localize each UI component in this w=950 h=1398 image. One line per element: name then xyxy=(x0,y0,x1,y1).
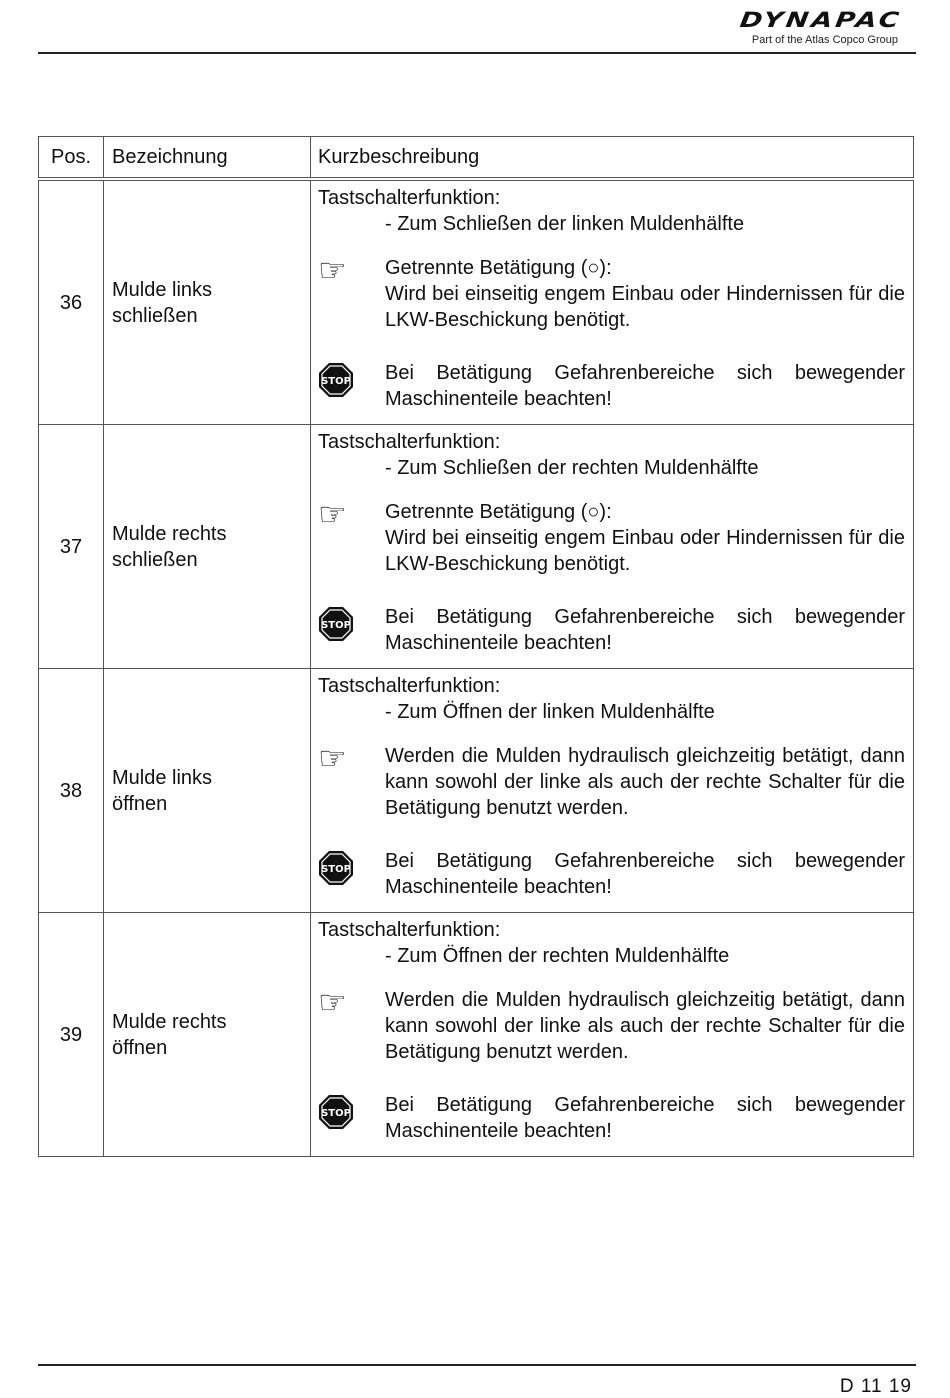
warning-text: Bei Betätigung Gefahrenbereiche sich bewegender Maschinenteile beachten! xyxy=(385,362,905,410)
stop-sign-icon xyxy=(318,606,354,642)
function-item: - Zum Öffnen der rechten Muldenhälfte xyxy=(385,945,730,967)
spec-table xyxy=(38,136,914,1157)
item-name xyxy=(104,913,311,1157)
header-pos: Pos. xyxy=(39,137,104,180)
note-line: Wird bei einseitig engem Einbau oder Hindernissen für die LKW-Beschickung benötigt. xyxy=(385,527,905,575)
table-body xyxy=(39,179,914,1157)
stop-sign-icon xyxy=(318,1094,354,1130)
note-block xyxy=(318,252,905,333)
function-item: - Zum Schließen der linken Muldenhälfte xyxy=(385,213,745,235)
item-position: 38 xyxy=(39,669,104,913)
stop-sign-icon xyxy=(318,850,354,886)
note-block xyxy=(318,496,905,577)
warning-block xyxy=(318,848,905,900)
pointing-hand-icon: ☞ xyxy=(318,252,347,288)
item-description xyxy=(311,913,914,1157)
function-label: Tastschalterfunktion: xyxy=(318,187,501,209)
note-line: Wird bei einseitig engem Einbau oder Hindernissen für die LKW-Beschickung benötigt. xyxy=(385,283,905,331)
stop-sign-text: STOP xyxy=(321,864,351,875)
function-label: Tastschalterfunktion: xyxy=(318,431,501,453)
item-name-line: Mulde links xyxy=(112,278,213,301)
item-name-line: Mulde rechts xyxy=(112,522,227,545)
item-name-line: öffnen xyxy=(112,792,168,815)
table-row xyxy=(39,425,914,669)
function-item: - Zum Öffnen der linken Muldenhälfte xyxy=(385,701,715,723)
warning-block xyxy=(318,1092,905,1144)
item-description xyxy=(311,425,914,669)
pointing-hand-icon: ☞ xyxy=(318,496,347,532)
note-line: Werden die Mulden hydraulisch gleichzeitig betätigt, dann kann sowohl der linke als auch der rechte Schalter für die Betätigung benutzt werden. xyxy=(385,989,905,1063)
item-name xyxy=(104,179,311,425)
item-position: 37 xyxy=(39,425,104,669)
item-name-line: Mulde rechts xyxy=(112,1010,227,1033)
stop-sign-text: STOP xyxy=(321,1108,351,1119)
warning-text: Bei Betätigung Gefahrenbereiche sich bewegender Maschinenteile beachten! xyxy=(385,606,905,654)
warning-text: Bei Betätigung Gefahrenbereiche sich bewegender Maschinenteile beachten! xyxy=(385,1094,905,1142)
item-position: 39 xyxy=(39,913,104,1157)
table-row xyxy=(39,179,914,425)
function-label: Tastschalterfunktion: xyxy=(318,919,501,941)
header-name: Bezeichnung xyxy=(104,137,311,180)
table-header-row xyxy=(39,137,914,180)
note-text xyxy=(385,743,905,821)
header-description: Kurzbeschreibung xyxy=(311,137,914,180)
item-name xyxy=(104,425,311,669)
item-name xyxy=(104,669,311,913)
note-text xyxy=(385,987,905,1065)
item-description xyxy=(311,179,914,425)
header-rule xyxy=(38,52,916,54)
warning-block xyxy=(318,360,905,412)
note-line: Werden die Mulden hydraulisch gleichzeitig betätigt, dann kann sowohl der linke als auch der rechte Schalter für die Betätigung benutzt werden. xyxy=(385,745,905,819)
function-label: Tastschalterfunktion: xyxy=(318,675,501,697)
logo-subtitle: Part of the Atlas Copco Group xyxy=(751,34,898,46)
pointing-hand-icon: ☞ xyxy=(318,984,347,1020)
warning-text: Bei Betätigung Gefahrenbereiche sich bewegender Maschinenteile beachten! xyxy=(385,850,905,898)
item-name-line: Mulde links xyxy=(112,766,213,789)
note-text xyxy=(385,255,905,333)
note-block xyxy=(318,740,905,821)
stop-sign-text: STOP xyxy=(321,376,351,387)
note-line: Getrennte Betätigung (○): xyxy=(385,257,612,279)
note-block xyxy=(318,984,905,1065)
logo-wordmark: DYNAPAC xyxy=(738,8,904,33)
item-name-line: öffnen xyxy=(112,1036,168,1059)
item-name-line: schließen xyxy=(112,548,198,571)
pointing-hand-icon: ☞ xyxy=(318,740,347,776)
page-number: D 11 19 xyxy=(839,1376,912,1397)
item-name-line: schließen xyxy=(112,304,198,327)
table-row xyxy=(39,669,914,913)
item-description xyxy=(311,669,914,913)
note-text xyxy=(385,499,905,577)
table-row xyxy=(39,913,914,1157)
stop-sign-icon xyxy=(318,362,354,398)
item-position: 36 xyxy=(39,179,104,425)
function-item: - Zum Schließen der rechten Muldenhälfte xyxy=(385,457,759,479)
warning-block xyxy=(318,604,905,656)
brand-logo xyxy=(740,6,902,46)
footer-rule xyxy=(38,1364,916,1366)
stop-sign-text: STOP xyxy=(321,620,351,631)
note-line: Getrennte Betätigung (○): xyxy=(385,501,612,523)
